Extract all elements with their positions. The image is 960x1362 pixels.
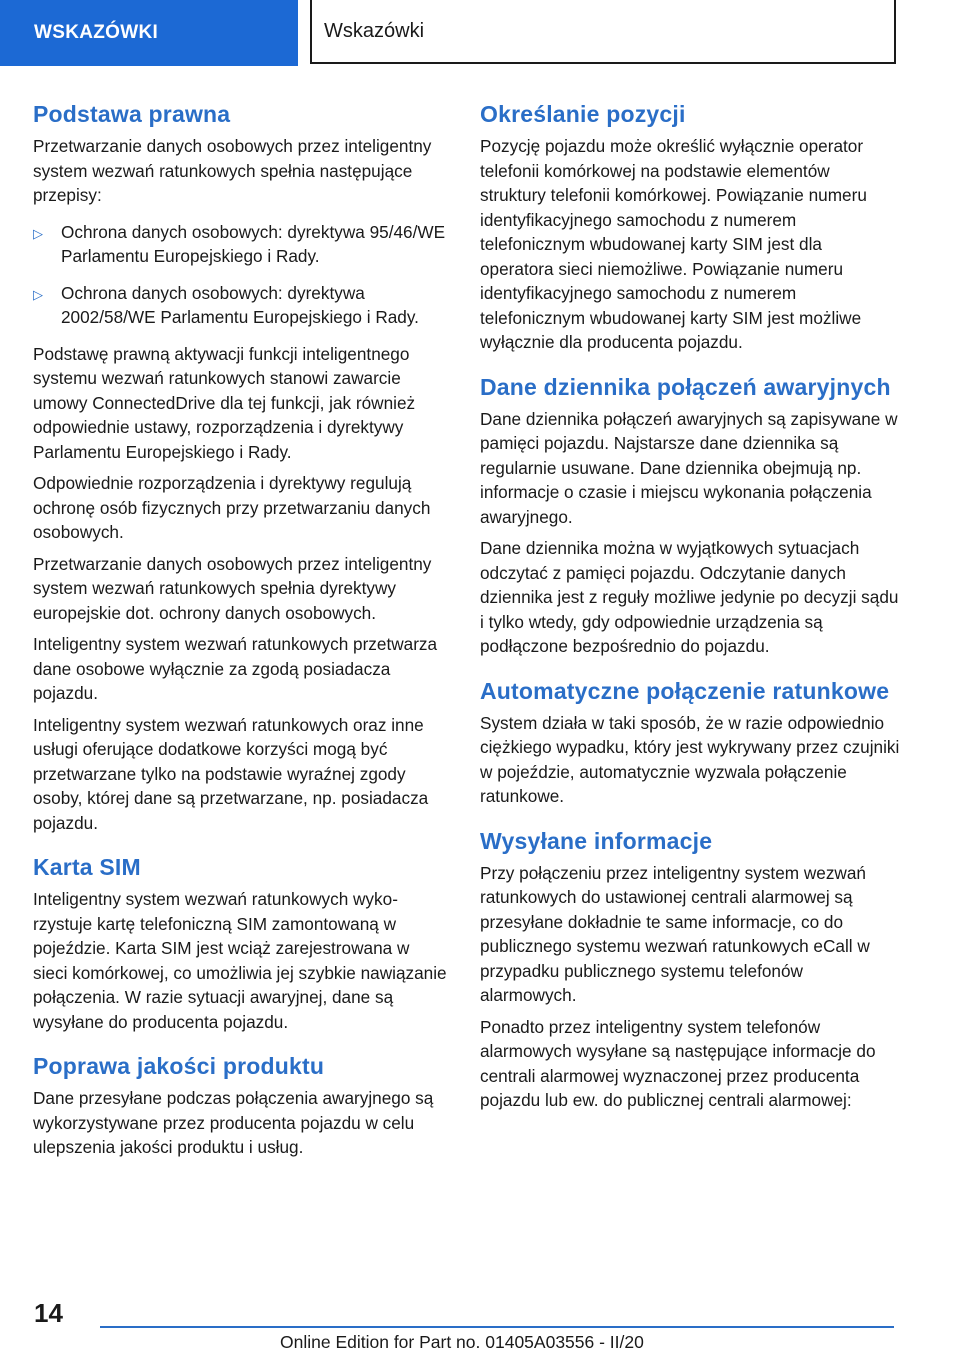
triangle-right-icon: ▷ — [33, 286, 43, 302]
paragraph: Odpowiednie rozporządzenia i dyrektywy regulują ochronę osób fizycznych przy przetwarzaniu danych osobowych. — [33, 473, 431, 542]
edition-footer: Online Edition for Part no. 01405A03556 - II/20 — [280, 1332, 644, 1352]
list-item-text: Ochrona danych osobowych: dyrektywa 95/46/WE Parlamentu Europejskiego i Rady. — [61, 221, 446, 266]
paragraph: System działa w taki sposób, że w razie odpowiednio ciężkiego wypadku, który jest wykrywany przez czujniki w pojeździe, automatycznie wyzwala połączenie ratunkowe. — [480, 712, 900, 806]
paragraph: Przy połączeniu przez inteligentny system wezwań ratunkowych do ustawionej centrali alarmowej są przesyłane dokładnie te same informacje, co do publicznego systemu wezwań ratunkowych eCall w przypadku publicznego systemu telefonów alarmowych. — [480, 862, 870, 1005]
paragraph: Inteligentny system wezwań ratunkowych przetwarza dane osobowe wyłącznie za zgodą posiadacza pojazdu. — [33, 634, 438, 703]
page-header — [0, 0, 960, 66]
paragraph: Dane przesyłane podczas połączenia awaryjnego są wykorzystywane przez producenta pojazdu w celu ulepszenia jakości produktu i usług. — [33, 1088, 434, 1157]
legal-basis-intro: Przetwarzanie danych osobowych przez inteligentny system wezwań ratunkowych spełnia następujące przepisy: — [33, 136, 432, 205]
heading-auto-call: Automatyczne połączenie ratunkowe — [480, 677, 890, 704]
heading-legal-basis: Podstawa prawna — [33, 101, 231, 127]
page-number: 14 — [34, 1298, 63, 1328]
paragraph: Dane dziennika można w wyjątkowych sytuacjach odczytać z pamięci pojazdu. Odczytanie danych dziennika jest z reguły możliwe jedynie po decyzji sądu i tylko wtedy, gdy odpowiednie urządzenia są podłączone bezpośrednio do pojazdu. — [480, 538, 899, 656]
list-item — [33, 281, 447, 330]
left-column — [33, 100, 447, 1167]
legal-basis-list — [33, 220, 447, 330]
paragraph: Ponadto przez inteligentny system telefonów alarmowych wysyłane są następujące informacje do centrali alarmowej wyznaczonej przez producenta pojazdu lub ew. do publicznej centrali alarmowej: — [480, 1016, 876, 1110]
paragraph: Dane dziennika połączeń awaryjnych są zapisywane w pamięci pojazdu. Najstarsze dane dziennika są regularnie usuwane. Dane dziennika obejmują np. informacje o czasie i miejscu wykonania połączenia awaryjnego. — [480, 408, 898, 527]
heading-sent-info: Wysyłane informacje — [480, 827, 713, 854]
chapter-title: Wskazówki — [310, 0, 896, 64]
paragraph: Podstawę prawną aktywacji funkcji inteligentnego systemu wezwań ratunkowych stanowi zawarcie umowy ConnectedDrive dla tej funkcji, jak również odpowiednie ustawy, rozporządzenia i dyrektywy Parlamentu Europejskiego i Rady. — [33, 343, 416, 462]
list-item-text: Ochrona danych osobowych: dyrektywa 2002/58/WE Parlamentu Europejskiego i Rady. — [61, 282, 419, 327]
paragraph: Pozycję pojazdu może określić wyłącznie operator telefonii komórkowej na podstawie elementów struktury telefonii komórkowej. Powiązanie numeru identyfikacyjnego samochodu z numerem telefonicznym wbudowanej karty SIM jest dla operatora sieci niemożliwe. Powiązanie numeru identyfikacyjnego samochodu z numerem telefonicznym wbudowanej karty SIM jest możliwe wyłącznie dla producenta pojazdu. — [480, 136, 867, 352]
heading-position: Określanie pozycji — [480, 101, 686, 127]
heading-call-log: Dane dziennika połączeń awaryjnych — [480, 373, 891, 400]
paragraph: Inteligentny system wezwań ratunkowych wykorzystuje kartę telefoniczną SIM zamontowaną w pojeździe. Karta SIM jest wciąż zarejestrowana w sieci komórkowej, co umożliwia jej szybkie nawiązanie połączenia. W razie sytuacji awaryjnej, dane są wysyłane do producenta pojazdu. — [33, 889, 447, 1032]
section-tab: WSKAZÓWKI — [0, 0, 298, 66]
triangle-right-icon: ▷ — [33, 225, 43, 241]
list-item — [33, 220, 447, 269]
right-column — [480, 100, 900, 1120]
heading-sim-card: Karta SIM — [33, 854, 141, 880]
paragraph: Inteligentny system wezwań ratunkowych oraz inne usługi oferujące dodatkowe korzyści mogą być przetwarzane tylko na podstawie wyraźnej zgody osoby, której dane są przetwarzane, np. posiadacza pojazdu. — [33, 714, 429, 833]
heading-product-quality: Poprawa jakości produktu — [33, 1053, 325, 1079]
footer-divider — [100, 1326, 894, 1328]
paragraph: Przetwarzanie danych osobowych przez inteligentny system wezwań ratunkowych spełnia dyrektywy europejskie dot. ochrony danych osobowych. — [33, 553, 432, 623]
